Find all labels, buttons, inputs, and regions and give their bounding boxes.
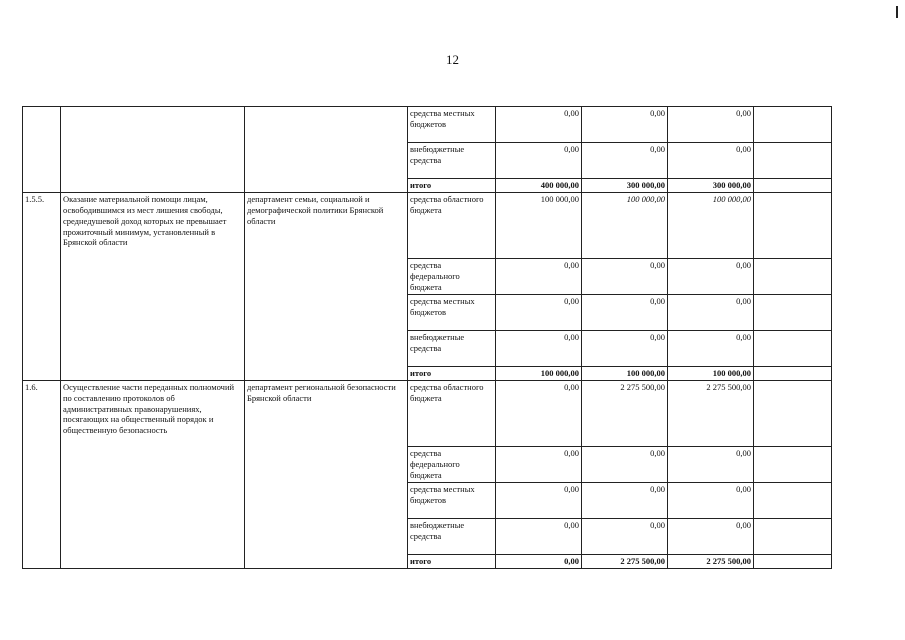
total-value-cell: 100 000,00 — [582, 366, 668, 380]
value-cell: 0,00 — [668, 518, 754, 554]
empty-cell — [754, 482, 832, 518]
value-cell: 0,00 — [496, 330, 582, 366]
value-cell: 0,00 — [668, 294, 754, 330]
funding-source-cell: средства областного бюджета — [408, 380, 496, 446]
empty-cell — [754, 294, 832, 330]
code-cell — [23, 107, 61, 193]
item-executor: департамент региональной безопасности Брянской области — [245, 380, 408, 568]
empty-cell — [754, 258, 832, 294]
total-value-cell: 300 000,00 — [668, 179, 754, 193]
value-cell: 0,00 — [582, 258, 668, 294]
value-cell: 0,00 — [582, 446, 668, 482]
total-value-cell: 100 000,00 — [496, 366, 582, 380]
total-value-cell: 2 275 500,00 — [582, 554, 668, 568]
funding-source-cell: итого — [408, 554, 496, 568]
value-cell: 0,00 — [582, 330, 668, 366]
empty-cell — [754, 192, 832, 258]
value-cell: 0,00 — [496, 107, 582, 143]
description-cell — [61, 107, 245, 193]
value-cell: 0,00 — [668, 143, 754, 179]
funding-source-cell: средства федерального бюджета — [408, 446, 496, 482]
empty-cell — [754, 143, 832, 179]
funding-source-cell: внебюджетные средства — [408, 143, 496, 179]
value-cell: 0,00 — [496, 258, 582, 294]
item-description: Осуществление части переданных полномочий по составлению протоколов об административных правонарушениях, посягающих на общественный порядок и общественную безопасность — [61, 380, 245, 568]
value-cell: 0,00 — [496, 446, 582, 482]
value-cell: 0,00 — [496, 294, 582, 330]
value-cell: 0,00 — [668, 107, 754, 143]
value-cell: 0,00 — [668, 446, 754, 482]
total-value-cell: 400 000,00 — [496, 179, 582, 193]
empty-cell — [754, 518, 832, 554]
value-cell: 0,00 — [582, 107, 668, 143]
value-cell: 100 000,00 — [496, 192, 582, 258]
table-row — [23, 107, 832, 143]
funding-source-cell: средства федерального бюджета — [408, 258, 496, 294]
value-cell: 0,00 — [582, 482, 668, 518]
funding-source-cell: средства местных бюджетов — [408, 482, 496, 518]
table-row — [23, 380, 832, 446]
value-cell: 0,00 — [668, 258, 754, 294]
empty-cell — [754, 380, 832, 446]
total-value-cell: 0,00 — [496, 554, 582, 568]
funding-source-cell: внебюджетные средства — [408, 330, 496, 366]
total-value-cell: 100 000,00 — [668, 366, 754, 380]
value-cell: 0,00 — [496, 380, 582, 446]
item-code: 1.6. — [23, 380, 61, 568]
page-number: 12 — [446, 52, 459, 67]
empty-cell — [754, 554, 832, 568]
value-cell: 0,00 — [582, 294, 668, 330]
funding-source-cell: итого — [408, 366, 496, 380]
value-cell: 2 275 500,00 — [668, 380, 754, 446]
item-code: 1.5.5. — [23, 192, 61, 380]
funding-source-cell: средства областного бюджета — [408, 192, 496, 258]
empty-cell — [754, 179, 832, 193]
empty-cell — [754, 446, 832, 482]
value-cell: 0,00 — [496, 143, 582, 179]
empty-cell — [754, 107, 832, 143]
value-cell: 0,00 — [668, 330, 754, 366]
item-executor: департамент семьи, социальной и демографической политики Брянской области — [245, 192, 408, 380]
funding-source-cell: средства местных бюджетов — [408, 294, 496, 330]
total-value-cell: 2 275 500,00 — [668, 554, 754, 568]
funding-source-cell: итого — [408, 179, 496, 193]
table-row — [23, 192, 832, 258]
value-cell: 100 000,00 — [582, 192, 668, 258]
total-value-cell: 300 000,00 — [582, 179, 668, 193]
funding-source-cell: средства местных бюджетов — [408, 107, 496, 143]
budget-table — [22, 106, 832, 569]
empty-cell — [754, 330, 832, 366]
value-cell: 0,00 — [496, 518, 582, 554]
executor-cell — [245, 107, 408, 193]
empty-cell — [754, 366, 832, 380]
scan-edge-mark — [896, 6, 898, 18]
value-cell: 0,00 — [582, 143, 668, 179]
value-cell: 100 000,00 — [668, 192, 754, 258]
value-cell: 0,00 — [582, 518, 668, 554]
item-description: Оказание материальной помощи лицам, освободившимся из мест лишения свободы, среднедушевой доход которых не превышает прожиточный минимум, установленный в Брянской области — [61, 192, 245, 380]
value-cell: 0,00 — [496, 482, 582, 518]
value-cell: 0,00 — [668, 482, 754, 518]
funding-source-cell: внебюджетные средства — [408, 518, 496, 554]
value-cell: 2 275 500,00 — [582, 380, 668, 446]
